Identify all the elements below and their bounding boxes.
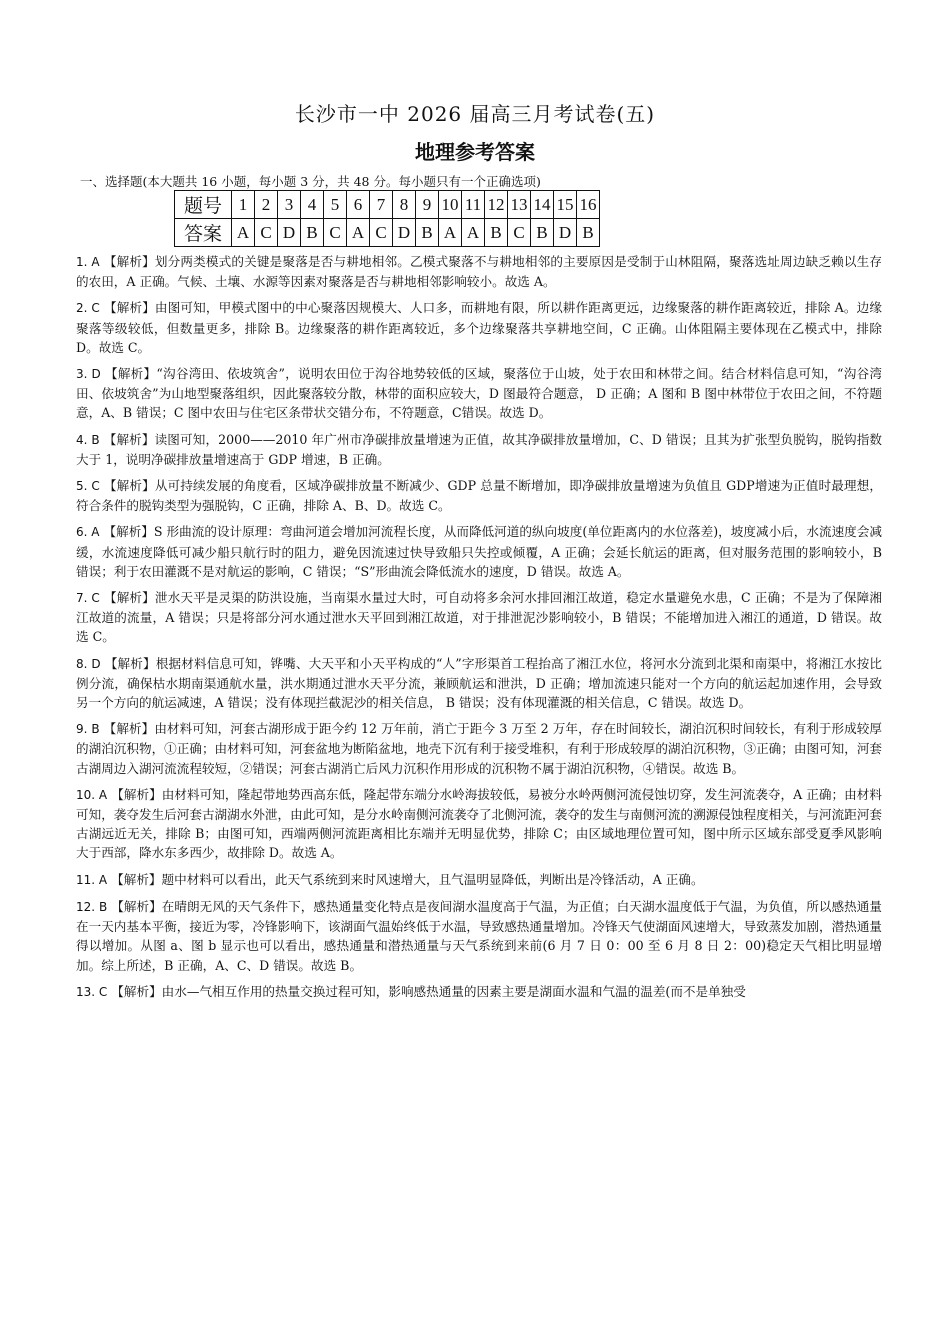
question-number: 7 [370,191,393,219]
answer-cell: C [255,219,278,247]
explanation-list [76,252,882,1009]
item-text: 【解析】在晴朗无风的天气条件下，感热通量变化特点是夜间湖水温度高于气温，为正值；白天湖水温度低于气温，为负值，所以感热通量在一天内基本平衡，接近为零，冷锋影响下，该湖面气温始终低于水温，导致感热通量增加。冷锋天气使湖面风速增大，导致蒸发加剧，潜热通量得以增加。从图 a、图 b 显示也可以看出，感热通量和潜热通量与天气系统到来前(6 月 7 日 0：00 至 6 月 8 日 2：00)稳定天气相比明显增加。综上所述，B 正确，A、C、D 错误。故选 B。 [76,898,882,973]
answer-cell: B [416,219,439,247]
explanation-item [76,654,882,713]
answer-cell: C [370,219,393,247]
answer-table [174,190,600,247]
answer-table-answer-row [175,219,600,247]
explanation-item [76,476,882,515]
item-number: 6. A [76,525,100,540]
item-text: 【解析】根据材料信息可知，铧嘴、大天平和小天平构成的“人”字形渠首工程抬高了湘江水位，将河水分流到北渠和南渠中，将湘江水按比例分流，确保枯水期南渠通航水量，洪水期通过泄水天平分流，兼顾航运和泄洪，D 正确；增加流速只能对一个方向的航运起加速作用，会导致另一个方向的航运减速，A 错误；没有体现拦截泥沙的相关信息， B 错误；没有体现灌溉的相关信息，C 错误。故选 D。 [76,655,882,711]
question-number: 10 [439,191,462,219]
item-number: 3. D [76,367,101,382]
question-number: 8 [393,191,416,219]
item-number: 13. C [76,984,108,999]
question-number: 6 [347,191,370,219]
question-number: 4 [301,191,324,219]
explanation-item [76,897,882,975]
explanation-item [76,870,882,890]
answer-cell: B [301,219,324,247]
item-text: 【解析】泄水天平是灵渠的防洪设施，当南渠水量过大时，可自动将多余河水排回湘江故道，稳定水量避免水患，C 正确；不是为了保障湘江故道的流量，A 错误；只是将部分河水通过泄水天平回到湘江故道，对于排泄泥沙影响较小，B 错误；不能增加进入湘江的通道，D 错误。故选 C。 [76,590,882,645]
explanation-item [76,719,882,778]
answer-cell: A [347,219,370,247]
item-text: 【解析】从可持续发展的角度看，区域净碳排放量不断减少、GDP 总量不断增加，即净碳排放量增速为负值且 GDP增速为正值时最理想，符合条件的脱钩类型为强脱钩，C 正确，排除 A、B、D。故选 C。 [76,478,882,514]
answer-cell: B [577,219,600,247]
explanation-item [76,785,882,863]
explanation-item [76,298,882,357]
answer-cell: B [485,219,508,247]
answer-cell: A [232,219,255,247]
item-text: 【解析】S 形曲流的设计原理：弯曲河道会增加河流程长度，从而降低河道的纵向坡度(单位距离内的水位落差)，坡度减小后，水流速度会减缓，水流速度降低可减少船只航行时的阻力，避免因流速过快导致船只失控或倾覆，A 正确；会延长航运的距离，但对服务范围的影响较小，B 错误；利于农田灌溉不是对航运的影响，C 错误；“S”形曲流会降低流水的速度，D 错误。故选 A。 [76,524,882,579]
answer-cell: A [439,219,462,247]
item-text: 【解析】题中材料可以看出，此天气系统到来时风速增大，且气温明显降低，判断出是冷锋活动，A 正确。 [111,871,704,887]
item-number: 1. A [76,255,100,269]
question-number: 2 [255,191,278,219]
answer-cell: C [508,219,531,247]
explanation-item [76,588,882,647]
item-text: 【解析】由水—气相互作用的热量交换过程可知，影响感热通量的因素主要是湖面水温和气温的温差(而不是单独受 [111,983,746,999]
answer-cell: D [278,219,301,247]
item-text: 【解析】由材料可知，河套古湖形成于距今约 12 万年前，消亡于距今 3 万至 2 万年，存在时间较长，湖泊沉积时间较长，有利于形成较厚的湖泊沉积物，①正确；由材料可知，河套盆地为断陷盆地，地壳下沉有利于接受堆积，有利于形成较厚的湖泊沉积物，③正确；由图可知，河套古湖周边入湖河流流程较短，②错误；河套古湖消亡后风力沉积作用形成的沉积物不属于湖泊沉积物，④错误。故选 B。 [76,721,882,776]
question-number: 5 [324,191,347,219]
page-title: 长沙市一中 2026 届高三月考试卷(五) [294,102,656,126]
answer-cell: A [462,219,485,247]
question-number: 11 [462,191,485,219]
item-number: 4. B [76,432,100,447]
question-number: 1 [232,191,255,219]
question-number: 15 [554,191,577,219]
item-number: 10. A [76,787,108,802]
item-number: 12. B [76,899,108,914]
item-text: 【解析】“沟谷湾田、依坡筑舍”，说明农田位于沟谷地势较低的区域，聚落位于山坡，处于农田和林带之间。结合材料信息可知，“沟谷湾田、依坡筑舍”为山地型聚落组织，因此聚落较分散，林带的面积应较大，D 图最符合题意， D 正确；A 图和 B 图中林带位于农田之间，不符题意，A、B 错误；C 图中农田与住宅区条带状交错分布，不符题意，C错误。故选 D。 [76,366,882,421]
row-label-number: 题号 [175,191,232,219]
answer-cell: D [393,219,416,247]
item-text: 【解析】读图可知，2000——2010 年广州市净碳排放量增速为正值，故其净碳排放量增加，C、D 错误；且其为扩张型负脱钩，脱钩指数大于 1，说明净碳排放量增速高于 GDP 增速，B 正确。 [76,431,882,467]
answer-table-number-row [175,191,600,219]
page-subtitle: 地理参考答案 [415,140,535,164]
question-number: 14 [531,191,554,219]
explanation-item [76,982,882,1002]
item-number: 8. D [76,656,101,671]
item-number: 9. B [76,722,100,737]
explanation-item [76,252,882,291]
row-label-answer: 答案 [175,219,232,247]
question-number: 12 [485,191,508,219]
item-number: 7. C [76,591,100,606]
item-text: 【解析】由图可知，甲模式图中的中心聚落因规模大、人口多，而耕地有限，所以耕作距离更远，边缘聚落的耕作距离较近，排除 A。边缘聚落等级较低，但数量更多，排除 B。边缘聚落的耕作距离较近，多个边缘聚落共享耕地空间，C 正确。山体阻隔主要体现在乙模式中，排除 D。故选 C。 [76,300,882,355]
question-number: 16 [577,191,600,219]
answer-cell: D [554,219,577,247]
question-number: 9 [416,191,439,219]
item-number: 2. C [76,301,100,316]
explanation-item [76,364,882,423]
item-text: 【解析】划分两类模式的关键是聚落是否与耕地相邻。乙模式聚落不与耕地相邻的主要原因是受制于山林阻隔，聚落选址周边缺乏赖以生存的农田，A 正确。气候、土壤、水源等因素对聚落是否与耕地相邻影响较小。故选 A。 [76,254,882,290]
answer-cell: B [531,219,554,247]
answer-cell: C [324,219,347,247]
explanation-item [76,430,882,469]
item-number: 11. A [76,872,108,887]
question-number: 13 [508,191,531,219]
item-number: 5. C [76,479,100,494]
question-number: 3 [278,191,301,219]
explanation-item [76,522,882,581]
section-heading: 一、选择题(本大题共 16 小题，每小题 3 分，共 48 分。每小题只有一个正确选项) [80,174,541,189]
item-text: 【解析】由材料可知，隆起带地势西高东低，隆起带东端分水岭海拔较低，易被分水岭两侧河流侵蚀切穿，发生河流袭夺，A 正确；由材料可知，袭夺发生后河套古湖湖水外泄，由此可知，是分水岭南侧河流袭夺了北侧河流，袭夺的发生与南侧河流的溯源侵蚀程度相关，与河流距河套古湖远近无关，排除 B；由图可知，西端两侧河流距离相比东端并无明显优势，排除 C；由区域地理位置可知，图中所示区域东部受夏季风影响大于西部，降水东多西少，故排除 D。故选 A。 [76,786,882,861]
